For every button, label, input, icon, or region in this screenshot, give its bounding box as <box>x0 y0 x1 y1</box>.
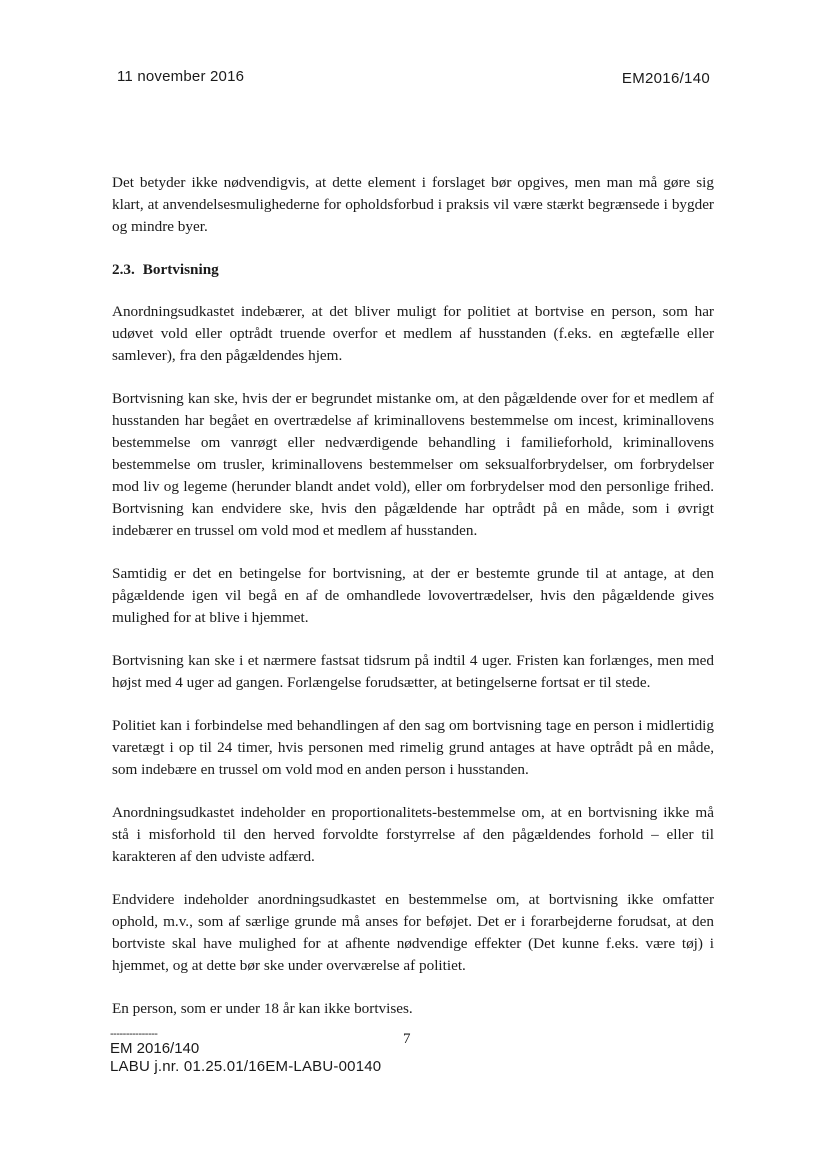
header-reference: EM2016/140 <box>621 70 710 87</box>
paragraph: En person, som er under 18 år kan ikke bortvises. <box>112 1000 413 1017</box>
document-body <box>112 172 714 1041</box>
paragraph: Anordningsudkastet indeholder en proportionalitets-bestemmelse om, at en bortvisning ikke må stå i misforhold til den herved forvoldte forstyrrelse af den pågældendes forhold – eller til karakteren af den udviste adfærd. <box>112 804 714 865</box>
paragraph: Endvidere indeholder anordningsudkastet en bestemmelse om, at bortvisning ikke omfatter ophold, m.v., som af særlige grunde må anses for beføjet. Det er i forarbejderne forudsat, at den bortviste skal have mulighed for at afhente nødvendige effekter (Det kunne f.eks. være tøj) i hjemmet, og at dette bør ske under overværelse af politiet. <box>112 891 714 974</box>
section-number: 2.3. <box>112 261 135 278</box>
paragraph: Anordningsudkastet indebærer, at det bliver muligt for politiet at bortvise en person, som har udøvet vold eller optrådt truende overfor et medlem af husstanden (f.eks. en ægtefælle eller samlever), fra den pågældendes hjem. <box>112 303 714 364</box>
paragraph: Samtidig er det en betingelse for bortvisning, at der er bestemte grunde til at antage, at den pågældende igen vil begå en af de omhandlede lovovertrædelser, hvis den pågældende gives mulighed for at blive i hjemmet. <box>112 565 714 626</box>
footer-divider: --------------- <box>110 1028 158 1040</box>
section-heading <box>112 259 714 281</box>
section-title: Bortvisning <box>142 261 219 278</box>
page-number: 7 <box>403 1031 411 1047</box>
paragraph: Bortvisning kan ske, hvis der er begrundet mistanke om, at den pågældende over for et medlem af husstanden har begået en overtrædelse af kriminallovens bestemmelse om incest, kriminallovens bestemmelse om vanrøgt eller nedværdigende behandling i familieforhold, kriminallovens bestemmelse om trusler, kriminallovens bestemmelser om seksualforbrydelser, om forbrydelser mod liv og legeme (herunder blandt andet vold), eller om forbrydelser mod den personlige frihed. Bortvisning kan endvidere ske, hvis den pågældende har optrådt på en måde, som i øvrigt indebærer en trussel om vold mod et medlem af husstanden. <box>112 390 714 539</box>
paragraph: Politiet kan i forbindelse med behandlingen af den sag om bortvisning tage en person i midlertidig varetægt i op til 24 timer, hvis personen med rimelig grund antages at have optrådt på en måde, som indebære en trussel om vold mod en anden person i husstanden. <box>112 717 714 778</box>
paragraph: Det betyder ikke nødvendigvis, at dette element i forslaget bør opgives, men man må gøre sig klart, at anvendelsesmulighederne for opholdsforbud i praksis vil være stærkt begrænsede i bygder og mindre byer. <box>112 174 714 235</box>
header-date: 11 november 2016 <box>117 68 245 85</box>
footer-case-number: EM 2016/140 <box>110 1040 200 1057</box>
paragraph: Bortvisning kan ske i et nærmere fastsat tidsrum på indtil 4 uger. Fristen kan forlænges, men med højst med 4 uger ad gangen. Forlængelse forudsætter, at betingelserne fortsat er til stede. <box>112 652 714 691</box>
footer-journal-number: LABU j.nr. 01.25.01/16EM-LABU-00140 <box>110 1058 382 1075</box>
